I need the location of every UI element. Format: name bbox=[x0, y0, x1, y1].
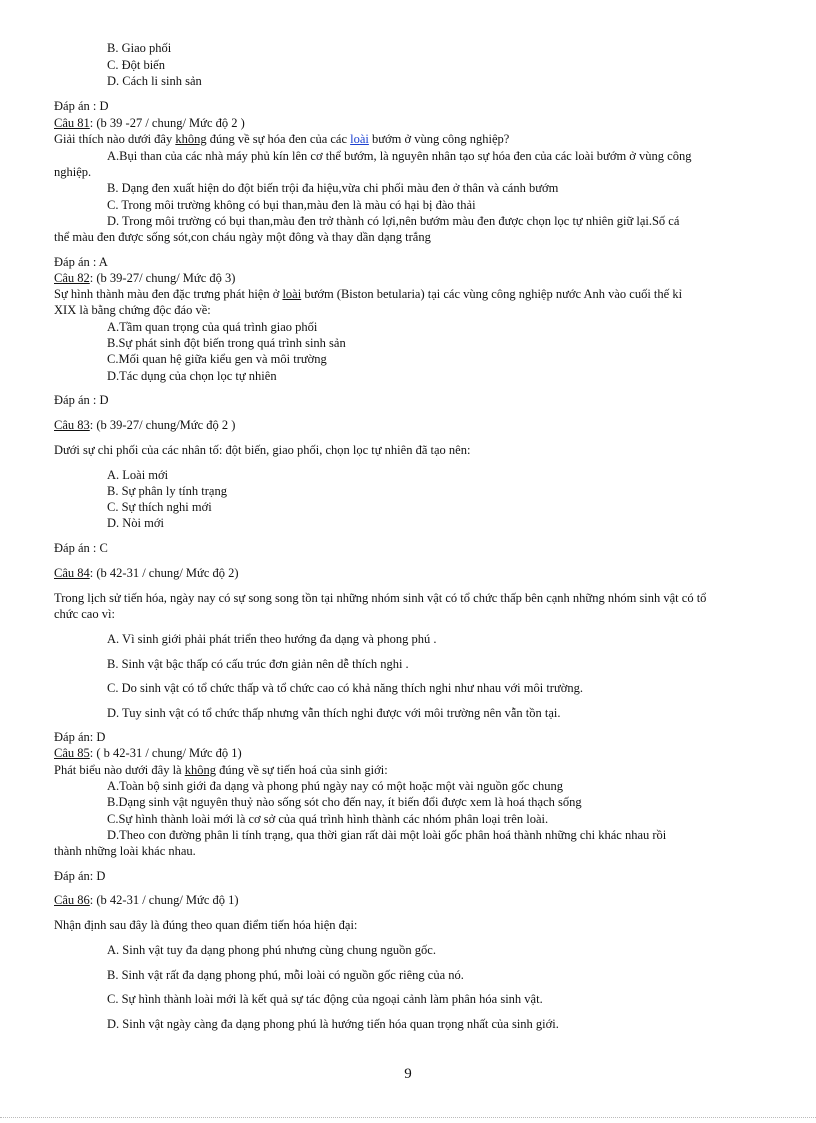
q81-label: Câu 81 bbox=[54, 116, 90, 130]
q82-stem-part: Sự hình thành màu đen đặc trưng phát hiện ở bbox=[54, 287, 283, 301]
q80-option-b: B. Giao phối bbox=[107, 41, 172, 55]
q81-option-d-cont: thể màu đen được sống sót,con cháu ngày một đông và thay dần dạng trắng bbox=[54, 230, 431, 244]
q83-label: Câu 83 bbox=[54, 418, 90, 432]
q81-stem bbox=[54, 131, 509, 147]
q83-heading bbox=[54, 417, 235, 433]
q85-option-d-cont: thành những loài khác nhau. bbox=[54, 844, 196, 858]
q86-heading bbox=[54, 892, 239, 908]
q81-option-a: A.Bụi than của các nhà máy phủ kín lên cơ thể bướm, là nguyên nhân tạo sự hóa đen của các loài bướm ở vùng công bbox=[107, 149, 692, 163]
q81-option-d: D. Trong môi trường có bụi than,màu đen trở thành có lợi,nên bướm màu đen được chọn lọc tự nhiên giữ lại.Số cá bbox=[107, 214, 680, 228]
q81-stem-part: Giải thích nào dưới đây bbox=[54, 132, 176, 146]
q81-meta: : (b 39 -27 / chung/ Mức độ 2 ) bbox=[89, 116, 245, 130]
q83-option-a: A. Loài mới bbox=[107, 468, 169, 482]
q82-stem-cont: XIX là bằng chứng độc đáo về: bbox=[54, 303, 211, 317]
q80-answer: Đáp án : D bbox=[54, 99, 109, 113]
q84-stem-cont: chức cao vì: bbox=[54, 607, 115, 621]
q82-stem bbox=[54, 286, 682, 302]
q84-option-d: D. Tuy sinh vật có tổ chức thấp nhưng vẫn thích nghi được với môi trường nên vẫn tồn tại. bbox=[107, 706, 561, 720]
q83-option-c: C. Sự thích nghi mới bbox=[107, 500, 212, 514]
q85-option-b: B.Dạng sinh vật nguyên thuỷ nào sống sót cho đến nay, ít biến đổi được xem là hoá thạch sống bbox=[107, 795, 582, 809]
q82-heading bbox=[54, 270, 235, 286]
q82-option-c: C.Mối quan hệ giữa kiểu gen và môi trường bbox=[107, 352, 327, 366]
q81-option-a-cont: nghiệp. bbox=[54, 165, 92, 179]
q86-option-d: D. Sinh vật ngày càng đa dạng phong phú là hướng tiến hóa quan trọng nhất của sinh giới. bbox=[107, 1017, 559, 1031]
q83-stem: Dưới sự chi phối của các nhân tố: đột biến, giao phối, chọn lọc tự nhiên đã tạo nên: bbox=[54, 443, 471, 457]
q85-stem bbox=[54, 762, 388, 778]
q83-answer: Đáp án : C bbox=[54, 541, 108, 555]
q86-option-c: C. Sự hình thành loài mới là kết quả sự tác động của ngoại cảnh làm phân hóa sinh vật. bbox=[107, 992, 543, 1006]
q84-answer: Đáp án: D bbox=[54, 730, 106, 744]
q85-option-c: C.Sự hình thành loài mới là cơ sở của quá trình hình thành các nhóm phân loại trên loài. bbox=[107, 812, 549, 826]
q82-answer: Đáp án : D bbox=[54, 393, 109, 407]
q83-option-d: D. Nòi mới bbox=[107, 516, 164, 530]
q86-option-a: A. Sinh vật tuy đa dạng phong phú nhưng cùng chung nguồn gốc. bbox=[107, 943, 436, 957]
q82-option-a: A.Tầm quan trọng của quá trình giao phối bbox=[107, 320, 318, 334]
q82-stem-underlined: loài bbox=[282, 287, 302, 301]
q85-option-a: A.Toàn bộ sinh giới đa dạng và phong phú ngày nay có một hoặc một vài nguồn gốc chung bbox=[107, 779, 563, 793]
q85-option-d: D.Theo con đường phân li tính trạng, qua thời gian rất dài một loài gốc phân hoá thành những chi khác nhau rồi bbox=[107, 828, 667, 842]
q82-label: Câu 82 bbox=[54, 271, 90, 285]
q84-label: Câu 84 bbox=[54, 566, 90, 580]
q83-meta: : (b 39-27/ chung/Mức độ 2 ) bbox=[89, 418, 236, 432]
q80-option-c: C. Đột biến bbox=[107, 58, 165, 72]
page-number: 9 bbox=[404, 1066, 412, 1082]
q81-option-b: B. Dạng đen xuất hiện do đột biến trội đa hiệu,vừa chi phối màu đen ở thân và cánh bướm bbox=[107, 181, 559, 195]
q85-meta: : ( b 42-31 / chung/ Mức độ 1) bbox=[89, 746, 242, 760]
q84-option-a: A. Vì sinh giới phải phát triển theo hướng đa dạng và phong phú . bbox=[107, 632, 437, 646]
q81-heading bbox=[54, 115, 245, 131]
q84-meta: : (b 42-31 / chung/ Mức độ 2) bbox=[89, 566, 239, 580]
q81-stem-part: bướm ở vùng công nghiệp? bbox=[368, 132, 510, 146]
q84-option-b: B. Sinh vật bậc thấp có cấu trúc đơn giản nên dễ thích nghi . bbox=[107, 657, 409, 671]
q84-option-c: C. Do sinh vật có tổ chức thấp và tổ chức cao có khả năng thích nghi như nhau với môi trường. bbox=[107, 681, 583, 695]
q85-label: Câu 85 bbox=[54, 746, 90, 760]
q81-answer: Đáp án : A bbox=[54, 255, 108, 269]
q82-option-d: D.Tác dụng của chọn lọc tự nhiên bbox=[107, 369, 277, 383]
q85-heading bbox=[54, 745, 242, 761]
q85-answer: Đáp án: D bbox=[54, 869, 106, 883]
q82-stem-part: bướm (Biston betularia) tại các vùng công nghiệp nước Anh vào cuối thế kỉ bbox=[301, 287, 683, 301]
q81-stem-part: đúng về sự hóa đen của các bbox=[206, 132, 351, 146]
q85-stem-part: đúng về sự tiến hoá của sinh giới: bbox=[215, 763, 388, 777]
q86-option-b: B. Sinh vật rất đa dạng phong phú, mỗi loài có nguồn gốc riêng của nó. bbox=[107, 968, 464, 982]
q81-option-c: C. Trong môi trường không có bụi than,màu đen là màu có hại bị đào thải bbox=[107, 198, 476, 212]
q80-option-d: D. Cách li sinh sản bbox=[107, 74, 202, 88]
q85-stem-part: Phát biểu nào dưới đây là bbox=[54, 763, 185, 777]
q81-stem-negation: không bbox=[175, 132, 207, 146]
q81-stem-link[interactable]: loài bbox=[350, 132, 369, 146]
q82-option-b: B.Sự phát sinh đột biến trong quá trình sinh sản bbox=[107, 336, 346, 350]
q82-meta: : (b 39-27/ chung/ Mức độ 3) bbox=[89, 271, 236, 285]
page-bottom-divider bbox=[0, 1117, 816, 1118]
q85-stem-negation: không bbox=[184, 763, 216, 777]
q84-stem: Trong lịch sử tiến hóa, ngày nay có sự song song tồn tại những nhóm sinh vật có tổ chức thấp bên cạnh những nhóm sinh vật có tổ bbox=[54, 591, 707, 605]
q86-label: Câu 86 bbox=[54, 893, 90, 907]
q86-meta: : (b 42-31 / chung/ Mức độ 1) bbox=[89, 893, 239, 907]
q86-stem: Nhận định sau đây là đúng theo quan điểm tiến hóa hiện đại: bbox=[54, 918, 358, 932]
q84-heading bbox=[54, 565, 239, 581]
q83-option-b: B. Sự phân ly tính trạng bbox=[107, 484, 227, 498]
